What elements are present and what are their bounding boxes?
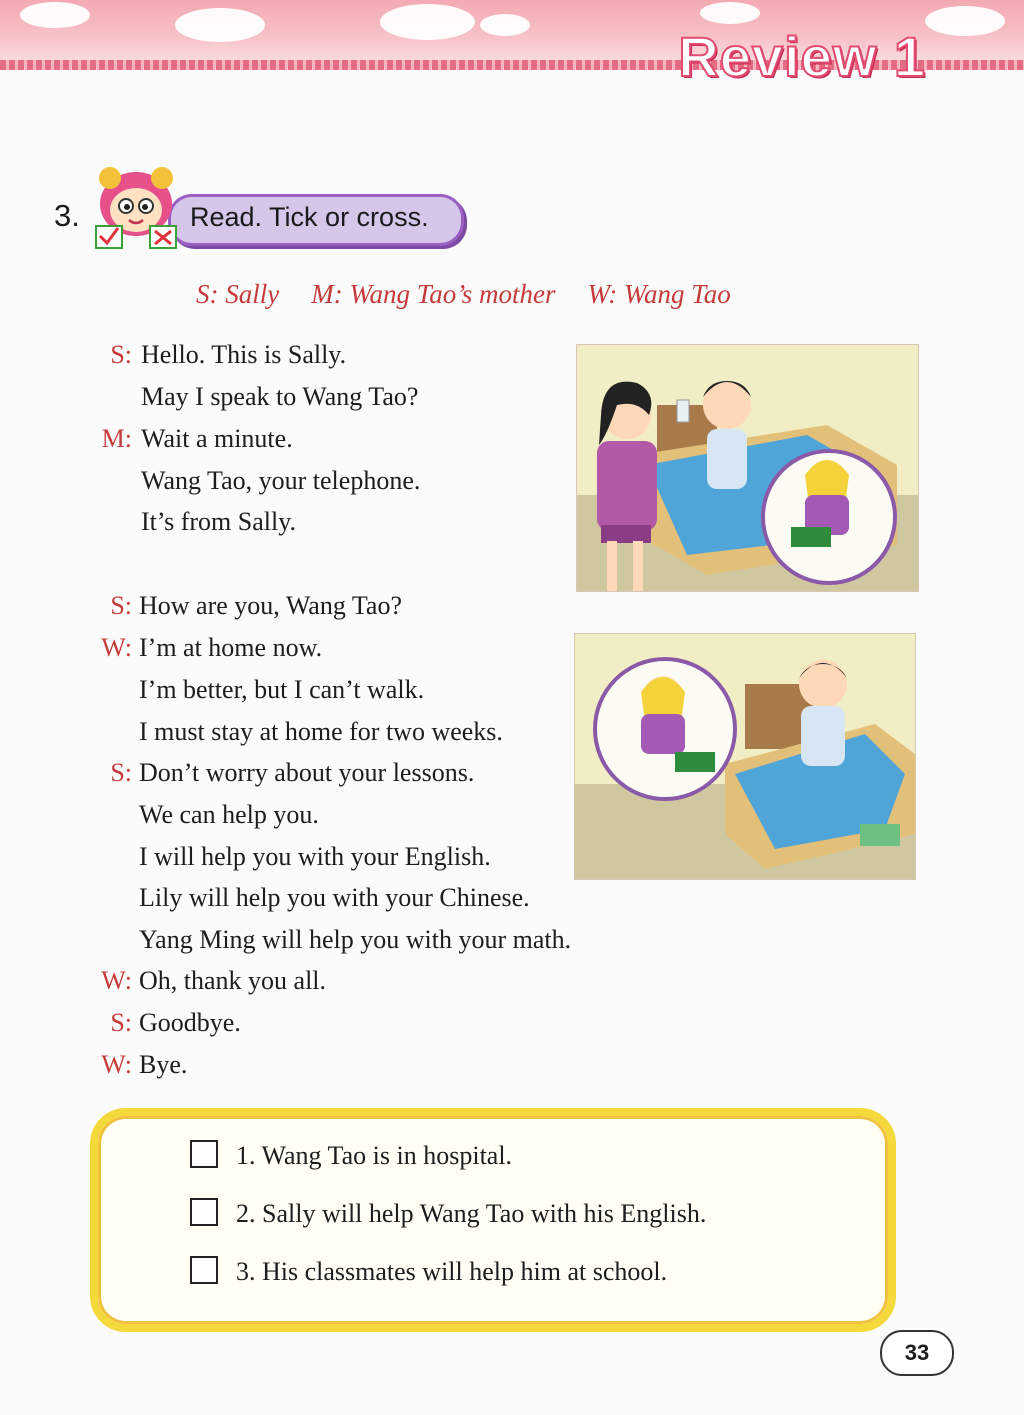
page-title: Review 1 bbox=[678, 25, 926, 88]
instruction-text: Read. Tick or cross. bbox=[190, 202, 429, 232]
legend-sally: S: Sally bbox=[196, 279, 280, 309]
speaker-label: S: bbox=[110, 758, 132, 787]
statement-text: 1. Wang Tao is in hospital. bbox=[236, 1141, 513, 1170]
cloud-decoration bbox=[20, 2, 90, 28]
mascot-icon bbox=[88, 164, 184, 252]
speaker-label: W: bbox=[101, 1050, 132, 1079]
statement-text: 3. His classmates will help him at school. bbox=[236, 1257, 668, 1286]
speaker-label: M: bbox=[101, 424, 132, 453]
dialogue-line: Goodbye. bbox=[139, 1008, 241, 1037]
cloud-decoration bbox=[480, 14, 530, 36]
legend-mother: M: Wang Tao’s mother bbox=[311, 279, 556, 309]
dialogue-line: It’s from Sally. bbox=[141, 507, 297, 536]
dialogue-line: Yang Ming will help you with your math. bbox=[139, 925, 572, 954]
cloud-decoration bbox=[925, 6, 1005, 36]
dialogue-line: Lily will help you with your Chinese. bbox=[139, 883, 530, 912]
dialogue-line: I will help you with your English. bbox=[139, 842, 491, 871]
statement-1 bbox=[190, 1140, 512, 1171]
legend-wang-tao: W: Wang Tao bbox=[587, 279, 731, 309]
dialogue-line: I’m better, but I can’t walk. bbox=[139, 675, 425, 704]
tick-cross-checkbox[interactable] bbox=[190, 1140, 218, 1168]
illustration-drawing bbox=[577, 345, 918, 591]
dialogue-line: Wang Tao, your telephone. bbox=[141, 466, 421, 495]
dialogue-line: I must stay at home for two weeks. bbox=[139, 717, 503, 746]
dialogue-line: We can help you. bbox=[139, 800, 319, 829]
dialogue-line: Don’t worry about your lessons. bbox=[139, 758, 475, 787]
dialogue-line: May I speak to Wang Tao? bbox=[141, 382, 419, 411]
dialogue-line: Wait a minute. bbox=[141, 424, 293, 453]
page-number: 33 bbox=[880, 1330, 954, 1376]
dialogue-line: Bye. bbox=[139, 1050, 188, 1079]
cloud-decoration bbox=[380, 4, 475, 40]
tick-cross-checkbox[interactable] bbox=[190, 1198, 218, 1226]
speaker-label: W: bbox=[101, 966, 132, 995]
speaker-label: S: bbox=[110, 1008, 132, 1037]
statement-text: 2. Sally will help Wang Tao with his English. bbox=[236, 1199, 707, 1228]
dialogue-line: I’m at home now. bbox=[139, 633, 323, 662]
speaker-label: S: bbox=[110, 591, 132, 620]
speaker-label: S: bbox=[110, 340, 132, 369]
statement-2 bbox=[190, 1198, 706, 1229]
speaker-label: W: bbox=[101, 633, 132, 662]
illustration-wang-tao-phone bbox=[574, 633, 916, 880]
cloud-decoration bbox=[175, 8, 265, 42]
cloud-decoration bbox=[700, 2, 760, 24]
illustration-mother-phone bbox=[576, 344, 919, 592]
dialogue-line: How are you, Wang Tao? bbox=[139, 591, 402, 620]
dialogue-line: Hello. This is Sally. bbox=[141, 340, 347, 369]
illustration-drawing bbox=[575, 634, 915, 879]
speaker-legend bbox=[196, 279, 763, 310]
dialogue-line: Oh, thank you all. bbox=[139, 966, 327, 995]
statement-3 bbox=[190, 1256, 667, 1287]
exercise-number: 3. bbox=[54, 198, 80, 233]
tick-cross-checkbox[interactable] bbox=[190, 1256, 218, 1284]
